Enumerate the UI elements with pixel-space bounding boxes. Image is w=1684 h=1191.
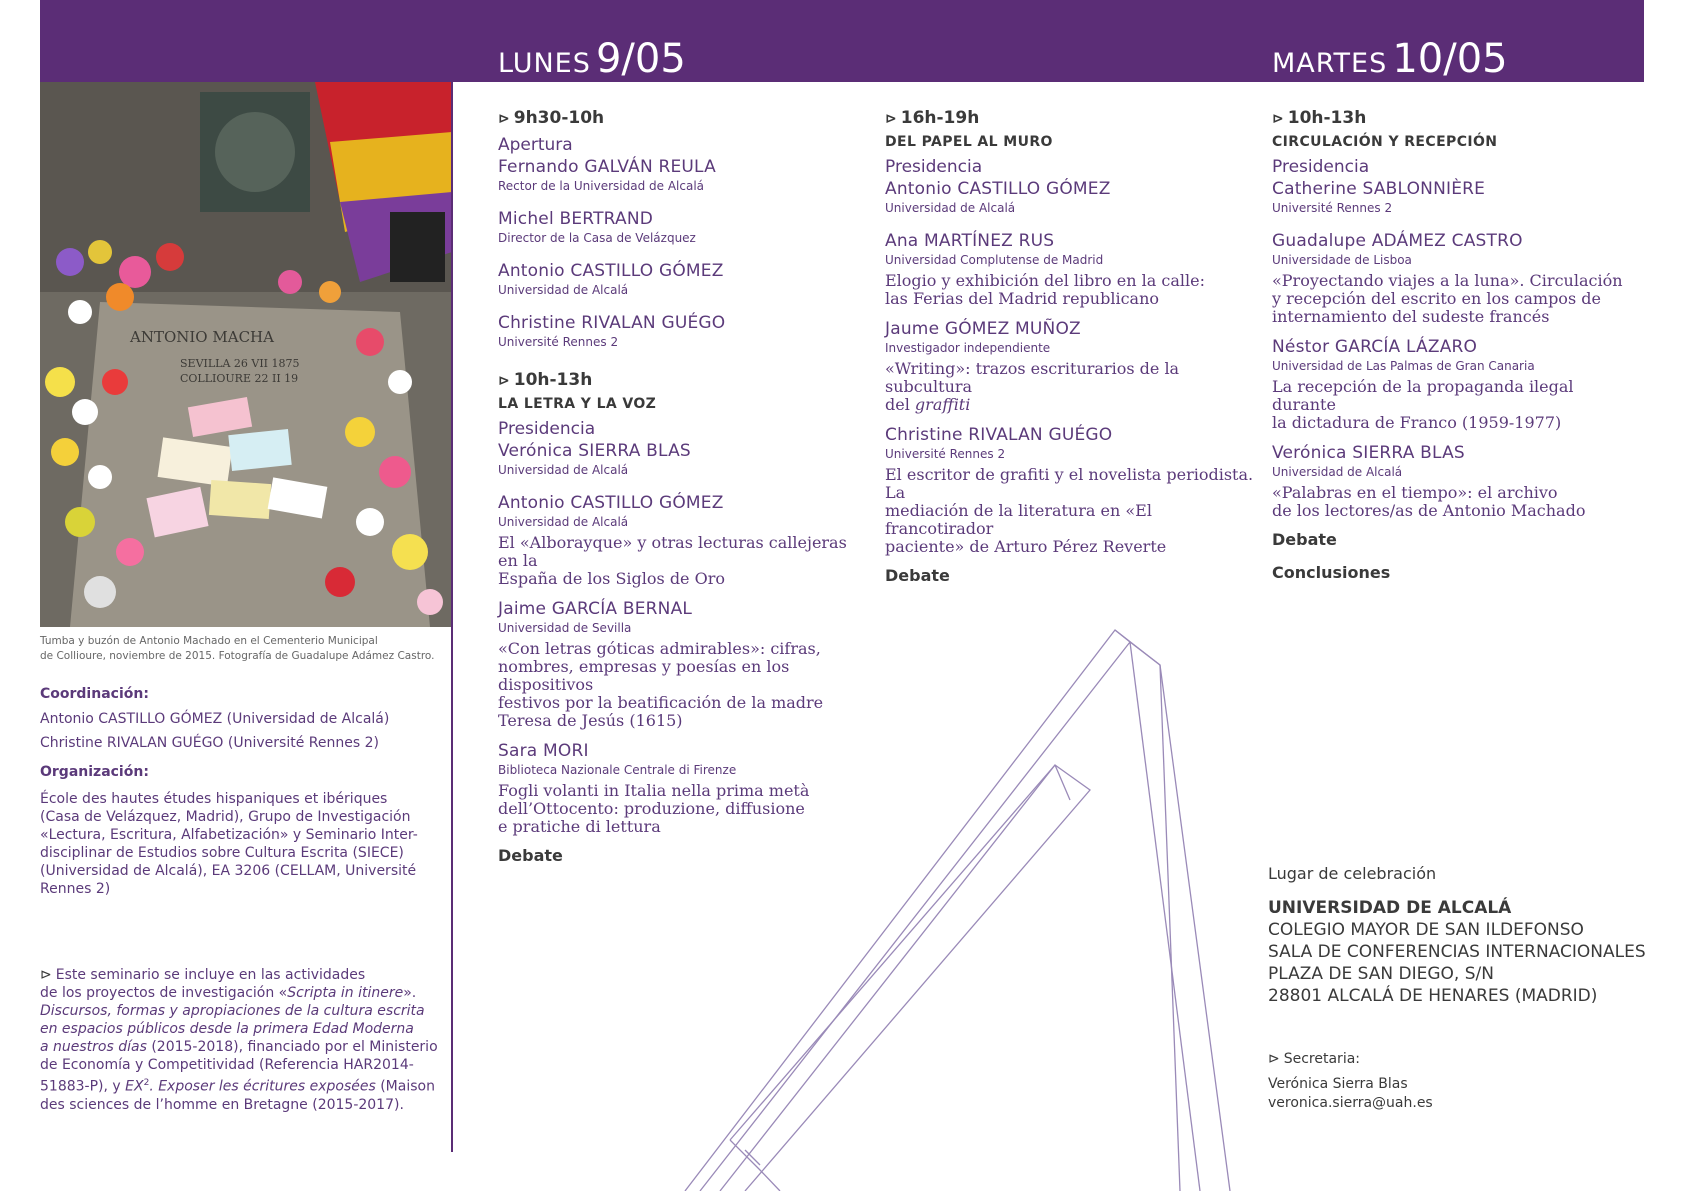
speaker-affiliation: Universidad de Alcalá <box>498 463 629 477</box>
footnote-text: 2 <box>143 1078 150 1088</box>
speaker-name: Ana MARTÍNEZ RUS <box>885 231 1055 251</box>
time-slot <box>1272 108 1642 128</box>
speaker-affiliation: Universidad de Las Palmas de Gran Canaria <box>1272 359 1535 373</box>
footnote-text: Scripta in itinere <box>287 985 404 1001</box>
speaker-affiliation: Universidad Complutense de Madrid <box>885 253 1104 267</box>
talk-line: El escritor de grafiti y el novelista periodista. La <box>885 465 1254 502</box>
talk-line: «Palabras en el tiempo»: el archivo <box>1272 483 1558 502</box>
talk-line: Elogio y exhibición del libro en la calle: <box>885 271 1205 290</box>
talk-line: del <box>885 395 915 414</box>
tombstone-text: ANTONIO MACHA <box>130 328 274 346</box>
talk-line: «Proyectando viajes a la luna». Circulación <box>1272 271 1623 290</box>
footnote-text: EX <box>125 1078 144 1095</box>
talk-line: graffiti <box>914 395 971 414</box>
role-label: Presidencia <box>1272 157 1370 177</box>
debate-label: Debate <box>1272 530 1337 549</box>
talk-line: «Writing»: trazos escriturarios de la subcultura <box>885 359 1180 396</box>
talk-line: «Con letras góticas admirables»: cifras, <box>498 639 821 658</box>
footnote-text: (2015-2018), financiado por el Ministerio <box>146 1039 438 1055</box>
speaker-affiliation: Director de la Casa de Velázquez <box>498 231 696 245</box>
project-footnote <box>40 966 440 1114</box>
talk-line: paciente» de Arturo Pérez Reverte <box>885 537 1167 556</box>
footnote-text: Este seminario se incluye en las actividades <box>55 967 366 983</box>
speaker-affiliation: Université Rennes 2 <box>1272 201 1393 215</box>
program-column-monday-afternoon <box>885 108 1255 599</box>
coordinacion-list <box>40 710 460 752</box>
secretaria-block <box>1268 1050 1628 1113</box>
speaker-affiliation: Université Rennes 2 <box>498 335 619 349</box>
speaker-name: Jaime GARCÍA BERNAL <box>498 599 693 619</box>
venue-line: PLAZA DE SAN DIEGO, S/N <box>1268 964 1494 984</box>
tomb-photo <box>40 82 452 627</box>
time-label: 16h-19h <box>900 108 980 128</box>
session-title: DEL PAPEL AL MURO <box>885 134 1053 150</box>
day-header-tuesday <box>1272 36 1508 82</box>
talk-title <box>1272 484 1642 520</box>
program-column-monday-morning <box>498 108 868 879</box>
talk-line: La recepción de la propaganda ilegal durante <box>1272 377 1574 414</box>
speaker-name: Antonio CASTILLO GÓMEZ <box>498 261 724 281</box>
weekday-label: MARTES <box>1272 48 1388 79</box>
secretaria-label: Secretaria: <box>1283 1051 1361 1067</box>
speaker-affiliation: Universidad de Alcalá <box>498 283 629 297</box>
speaker-affiliation: Universidad de Alcalá <box>885 201 1016 215</box>
talk-line: internamiento del sudeste francés <box>1272 307 1550 326</box>
footnote-text: des sciences de l’homme en Bretagne (2015-2017). <box>40 1096 404 1113</box>
talk-title <box>1272 272 1642 326</box>
column-divider <box>451 82 453 1152</box>
footnote-text: a nuestros días <box>40 1039 147 1055</box>
debate-label: Debate <box>498 846 563 865</box>
date-label: 10/05 <box>1392 36 1508 82</box>
talk-title <box>1272 378 1642 432</box>
talk-line: festivos por la beatificación de la madre <box>498 693 824 712</box>
venue-line: COLEGIO MAYOR DE SAN ILDEFONSO <box>1268 920 1584 940</box>
time-slot <box>498 108 868 128</box>
footnote-text: de los proyectos de investigación « <box>40 985 288 1001</box>
venue-university: UNIVERSIDAD DE ALCALÁ <box>1268 898 1512 918</box>
speaker-name: Fernando GALVÁN REULA <box>498 157 716 177</box>
talk-title <box>498 640 868 730</box>
tombstone-text: SEVILLA 26 VII 1875 <box>180 357 300 370</box>
org-line: disciplinar de Estudios sobre Cultura Escrita (SIECE) <box>40 845 404 861</box>
speaker-affiliation: Universidade de Lisboa <box>1272 253 1412 267</box>
talk-line: nombres, empresas y poesías en los dispositivos <box>498 657 790 694</box>
talk-line: dell’Ottocento: produzione, diffusione <box>498 799 805 818</box>
date-label: 9/05 <box>595 36 686 82</box>
talk-line: de los lectores/as de Antonio Machado <box>1272 501 1586 520</box>
talk-line: El «Alborayque» y otras lecturas callejeras en la <box>498 533 847 570</box>
org-line: (Casa de Velázquez, Madrid), Grupo de Investigación <box>40 809 411 825</box>
role-label: Presidencia <box>498 419 596 439</box>
venue-label: Lugar de celebración <box>1268 864 1437 883</box>
session-title: LA LETRA Y LA VOZ <box>498 396 657 412</box>
speaker-name: Verónica SIERRA BLAS <box>1272 443 1465 463</box>
organizacion-text <box>40 790 460 898</box>
arrow-icon: ⊳ <box>498 373 510 389</box>
speaker-affiliation: Biblioteca Nazionale Centrale di Firenze <box>498 763 737 777</box>
speaker-affiliation: Rector de la Universidad de Alcalá <box>498 179 705 193</box>
arrow-icon: ⊳ <box>1268 1051 1280 1067</box>
secretaria-email[interactable]: veronica.sierra@uah.es <box>1268 1095 1433 1111</box>
org-line: (Universidad de Alcalá), EA 3206 (CELLAM, Université <box>40 863 417 879</box>
talk-title <box>885 272 1255 308</box>
speaker-affiliation: Universidad de Alcalá <box>1272 465 1403 479</box>
speaker-affiliation: Universidad de Alcalá <box>498 515 629 529</box>
coordinator: Antonio CASTILLO GÓMEZ (Universidad de Alcalá) <box>40 711 390 727</box>
caption-line: de Collioure, noviembre de 2015. Fotografía de Guadalupe Adámez Castro. <box>40 650 435 662</box>
role-label: Apertura <box>498 135 573 155</box>
talk-title <box>885 466 1255 556</box>
talk-line: Fogli volanti in Italia nella prima metà <box>498 781 810 800</box>
speaker-name: Antonio CASTILLO GÓMEZ <box>885 179 1111 199</box>
speaker-name: Christine RIVALAN GUÉGO <box>885 425 1113 445</box>
speaker-name: Catherine SABLONNIÈRE <box>1272 179 1486 199</box>
organizacion-title: Organización: <box>40 764 149 780</box>
footnote-text: en espacios públicos desde la primera Edad Moderna <box>40 1021 414 1037</box>
org-line: École des hautes études hispaniques et ibériques <box>40 791 388 807</box>
conclusiones-label: Conclusiones <box>1272 563 1391 582</box>
speaker-name: Guadalupe ADÁMEZ CASTRO <box>1272 231 1523 251</box>
venue-block <box>1268 864 1668 1007</box>
tombstone-text: COLLIOURE 22 II 19 <box>180 372 299 385</box>
arrow-icon: ⊳ <box>885 111 897 127</box>
venue-line: 28801 ALCALÁ DE HENARES (MADRID) <box>1268 986 1598 1006</box>
talk-line: la dictadura de Franco (1959-1977) <box>1272 413 1562 432</box>
arrow-icon: ⊳ <box>40 967 52 983</box>
talk-line: las Ferias del Madrid republicano <box>885 289 1159 308</box>
talk-line: Teresa de Jesús (1615) <box>498 711 683 730</box>
talk-title <box>498 534 868 588</box>
venue-line: SALA DE CONFERENCIAS INTERNACIONALES <box>1268 942 1646 962</box>
talk-line: y recepción del escrito en los campos de <box>1272 289 1601 308</box>
footnote-text: Discursos, formas y apropiaciones de la cultura escrita <box>40 1003 425 1019</box>
speaker-affiliation: Université Rennes 2 <box>885 447 1006 461</box>
debate-label: Debate <box>885 566 950 585</box>
role-label: Presidencia <box>885 157 983 177</box>
secretaria-name: Verónica Sierra Blas <box>1268 1076 1408 1092</box>
coordinator: Christine RIVALAN GUÉGO (Université Rennes 2) <box>40 735 379 751</box>
photo-caption <box>40 634 460 664</box>
time-label: 9h30-10h <box>513 108 605 128</box>
talk-line: mediación de la literatura en «El francotirador <box>885 501 1152 538</box>
arrow-icon: ⊳ <box>498 111 510 127</box>
time-slot <box>498 370 868 390</box>
talk-line: España de los Siglos de Oro <box>498 569 726 588</box>
session-title: CIRCULACIÓN Y RECEPCIÓN <box>1272 134 1498 150</box>
arrow-icon: ⊳ <box>1272 111 1284 127</box>
speaker-name: Antonio CASTILLO GÓMEZ <box>498 493 724 513</box>
time-label: 10h-13h <box>513 370 593 390</box>
talk-title <box>885 360 1255 414</box>
org-line: Rennes 2) <box>40 881 111 897</box>
talk-title <box>498 782 868 836</box>
speaker-name: Sara MORI <box>498 741 589 761</box>
footnote-text: (Maison <box>375 1078 435 1095</box>
speaker-affiliation: Investigador independiente <box>885 341 1051 355</box>
footnote-text: de Economía y Competitividad (Referencia HAR2014- <box>40 1057 414 1073</box>
speaker-name: Michel BERTRAND <box>498 209 654 229</box>
program-column-tuesday <box>1272 108 1642 596</box>
footnote-text: 51883-P), y <box>40 1078 126 1095</box>
speaker-name: Verónica SIERRA BLAS <box>498 441 691 461</box>
speaker-affiliation: Universidad de Sevilla <box>498 621 632 635</box>
day-header-monday <box>498 36 686 82</box>
speaker-name: Néstor GARCÍA LÁZARO <box>1272 337 1478 357</box>
time-slot <box>885 108 1255 128</box>
time-label: 10h-13h <box>1287 108 1367 128</box>
org-line: «Lectura, Escritura, Alfabetización» y Seminario Inter- <box>40 827 418 843</box>
footnote-text: . Exposer les écritures exposées <box>149 1078 376 1095</box>
coordinacion-title: Coordinación: <box>40 686 149 702</box>
caption-line: Tumba y buzón de Antonio Machado en el Cementerio Municipal <box>40 635 378 647</box>
weekday-label: LUNES <box>498 48 591 79</box>
footnote-text: ». <box>403 985 417 1001</box>
speaker-name: Jaume GÓMEZ MUÑOZ <box>885 319 1081 339</box>
speaker-name: Christine RIVALAN GUÉGO <box>498 313 726 333</box>
talk-line: e pratiche di lettura <box>498 817 661 836</box>
